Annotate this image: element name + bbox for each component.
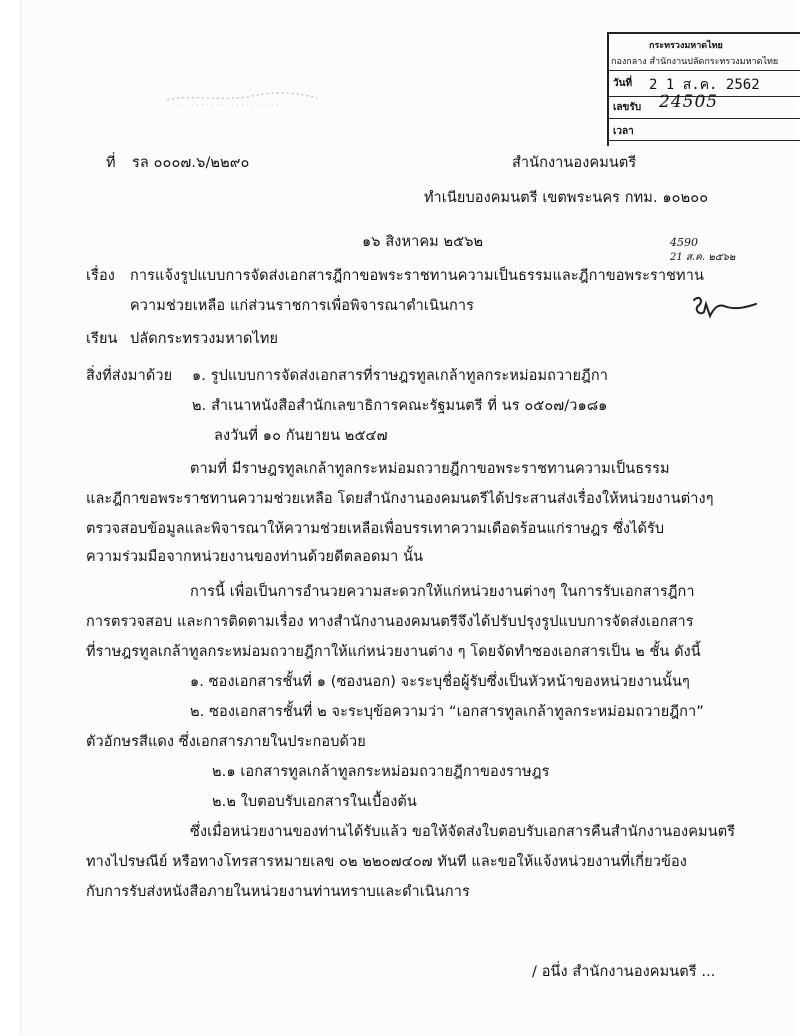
handwritten-signature	[690, 290, 760, 326]
subject-line1: การแจ้งรูปแบบการจัดส่งเอกสารฎีกาขอพระราชทานความเป็นธรรมและฎีกาขอพระราชทาน	[130, 268, 704, 284]
enclosure-item-2: ๒. สำเนาหนังสือสำนักเลขาธิการคณะรัฐมนตรี ที่ นร ๐๕๐๗/ว๑๘๑	[192, 398, 608, 414]
office-name: สำนักงานองคมนตรี	[512, 155, 637, 171]
ref-label: ที่	[106, 155, 116, 171]
stamp-org-line2: กองกลาง สำนักงานปลัดกระทรวงมหาดไทย	[611, 57, 779, 67]
stamp-date-label: วันที่	[613, 78, 633, 89]
stamp-reg-value: 24505	[659, 92, 719, 112]
body-p3-line: ทางไปรษณีย์ หรือทางโทรสารหมายเลข ๐๒ ๒๒๐๗๔๐๗ ทันที และขอให้แจ้งหน่วยงานที่เกี่ยวข้อง	[86, 854, 687, 870]
envelope-item-2-cont: ตัวอักษรสีแดง ซึ่งเอกสารภายในประกอบด้วย	[86, 734, 366, 750]
body-p2-line: ที่ราษฎรทูลเกล้าทูลกระหม่อมถวายฎีกาให้แก่หน่วยงานต่าง ๆ โดยจัดทำซองเอกสารเป็น ๒ ชั้น ดังนี้	[86, 644, 701, 660]
enclosures-label: สิ่งที่ส่งมาด้วย	[86, 368, 173, 384]
envelope-sub-item-1: ๒.๑ เอกสารทูลเกล้าทูลกระหม่อมถวายฎีกาของราษฎร	[212, 764, 550, 780]
envelope-item-2: ๒. ซองเอกสารชั้นที่ ๒ จะระบุข้อความว่า “เอกสารทูลเกล้าทูลกระหม่อมถวายฎีกา”	[190, 704, 704, 720]
body-p3-line: กับการรับส่งหนังสือภายในหน่วยงานท่านทราบและดำเนินการ	[86, 884, 470, 900]
body-p1-line: ตามที่ มีราษฎรทูลเกล้าทูลกระหม่อมถวายฎีกาขอพระราชทานความเป็นธรรม	[190, 461, 670, 477]
office-address: ทำเนียบองคมนตรี เขตพระนคร กทม. ๑๐๒๐๐	[424, 190, 709, 206]
margin-note-number: 4590	[670, 236, 698, 249]
stamp-date-value: 2 1 ส.ค. 2562	[649, 77, 760, 93]
salutation-label: เรียน	[86, 331, 118, 347]
body-p1-line: และฎีกาขอพระราชทานความช่วยเหลือ โดยสำนักงานองคมนตรีได้ประสานส่งเรื่องให้หน่วยงานต่างๆ	[86, 491, 714, 507]
stamp-time-label: เวลา	[613, 126, 634, 137]
envelope-sub-item-2: ๒.๒ ใบตอบรับเอกสารในเบื้องต้น	[212, 794, 417, 810]
body-p1-line: ตรวจสอบข้อมูลและพิจารณาให้ความช่วยเหลือเพื่อบรรเทาความเดือดร้อนแก่ราษฎร ซึ่งได้รับ	[86, 521, 665, 537]
ref-number: รล ๐๐๐๗.๖/๒๒๙๐	[132, 155, 250, 171]
enclosure-item-2-cont: ลงวันที่ ๑๐ กันยายน ๒๕๔๗	[214, 428, 388, 444]
stamp-org-line1: กระทรวงมหาดไทย	[649, 41, 723, 51]
scan-mark	[162, 80, 322, 110]
document-date: ๑๖ สิงหาคม ๒๕๖๒	[362, 234, 484, 250]
margin-note-date: 21 ส.ค. ๒๕๖๒	[670, 252, 736, 263]
continuation-note: / อนึ่ง สำนักงานองคมนตรี ...	[532, 964, 716, 980]
body-p2-line: การนี้ เพื่อเป็นการอำนวยความสะดวกให้แก่หน่วยงานต่างๆ ในการรับเอกสารฎีกา	[190, 584, 695, 600]
body-p3-line: ซึ่งเมื่อหน่วยงานของท่านได้รับแล้ว ขอให้จัดส่งใบตอบรับเอกสารคืนสำนักงานองคมนตรี	[190, 824, 736, 840]
body-p2-line: การตรวจสอบ และการติดตามเรื่อง ทางสำนักงานองคมนตรีจึงได้ปรับปรุงรูปแบบการจัดส่งเอกสาร	[86, 614, 694, 630]
envelope-item-1: ๑. ซองเอกสารชั้นที่ ๑ (ซองนอก) จะระบุชื่อผู้รับซึ่งเป็นหัวหน้าของหน่วยงานนั้นๆ	[190, 674, 690, 690]
body-p1-line: ความร่วมมือจากหน่วยงานของท่านด้วยดีตลอดมา นั้น	[86, 549, 424, 565]
enclosure-item-1: ๑. รูปแบบการจัดส่งเอกสารที่ราษฎรทูลเกล้าทูลกระหม่อมถวายฎีกา	[192, 368, 609, 384]
salutation-recipient: ปลัดกระทรวงมหาดไทย	[130, 331, 279, 347]
document-page	[22, 0, 794, 1036]
subject-line2: ความช่วยเหลือ แก่ส่วนราชการเพื่อพิจารณาดำเนินการ	[130, 298, 474, 314]
subject-label: เรื่อง	[86, 268, 115, 284]
stamp-reg-label: เลขรับ	[613, 102, 642, 113]
receiving-stamp	[607, 32, 800, 146]
